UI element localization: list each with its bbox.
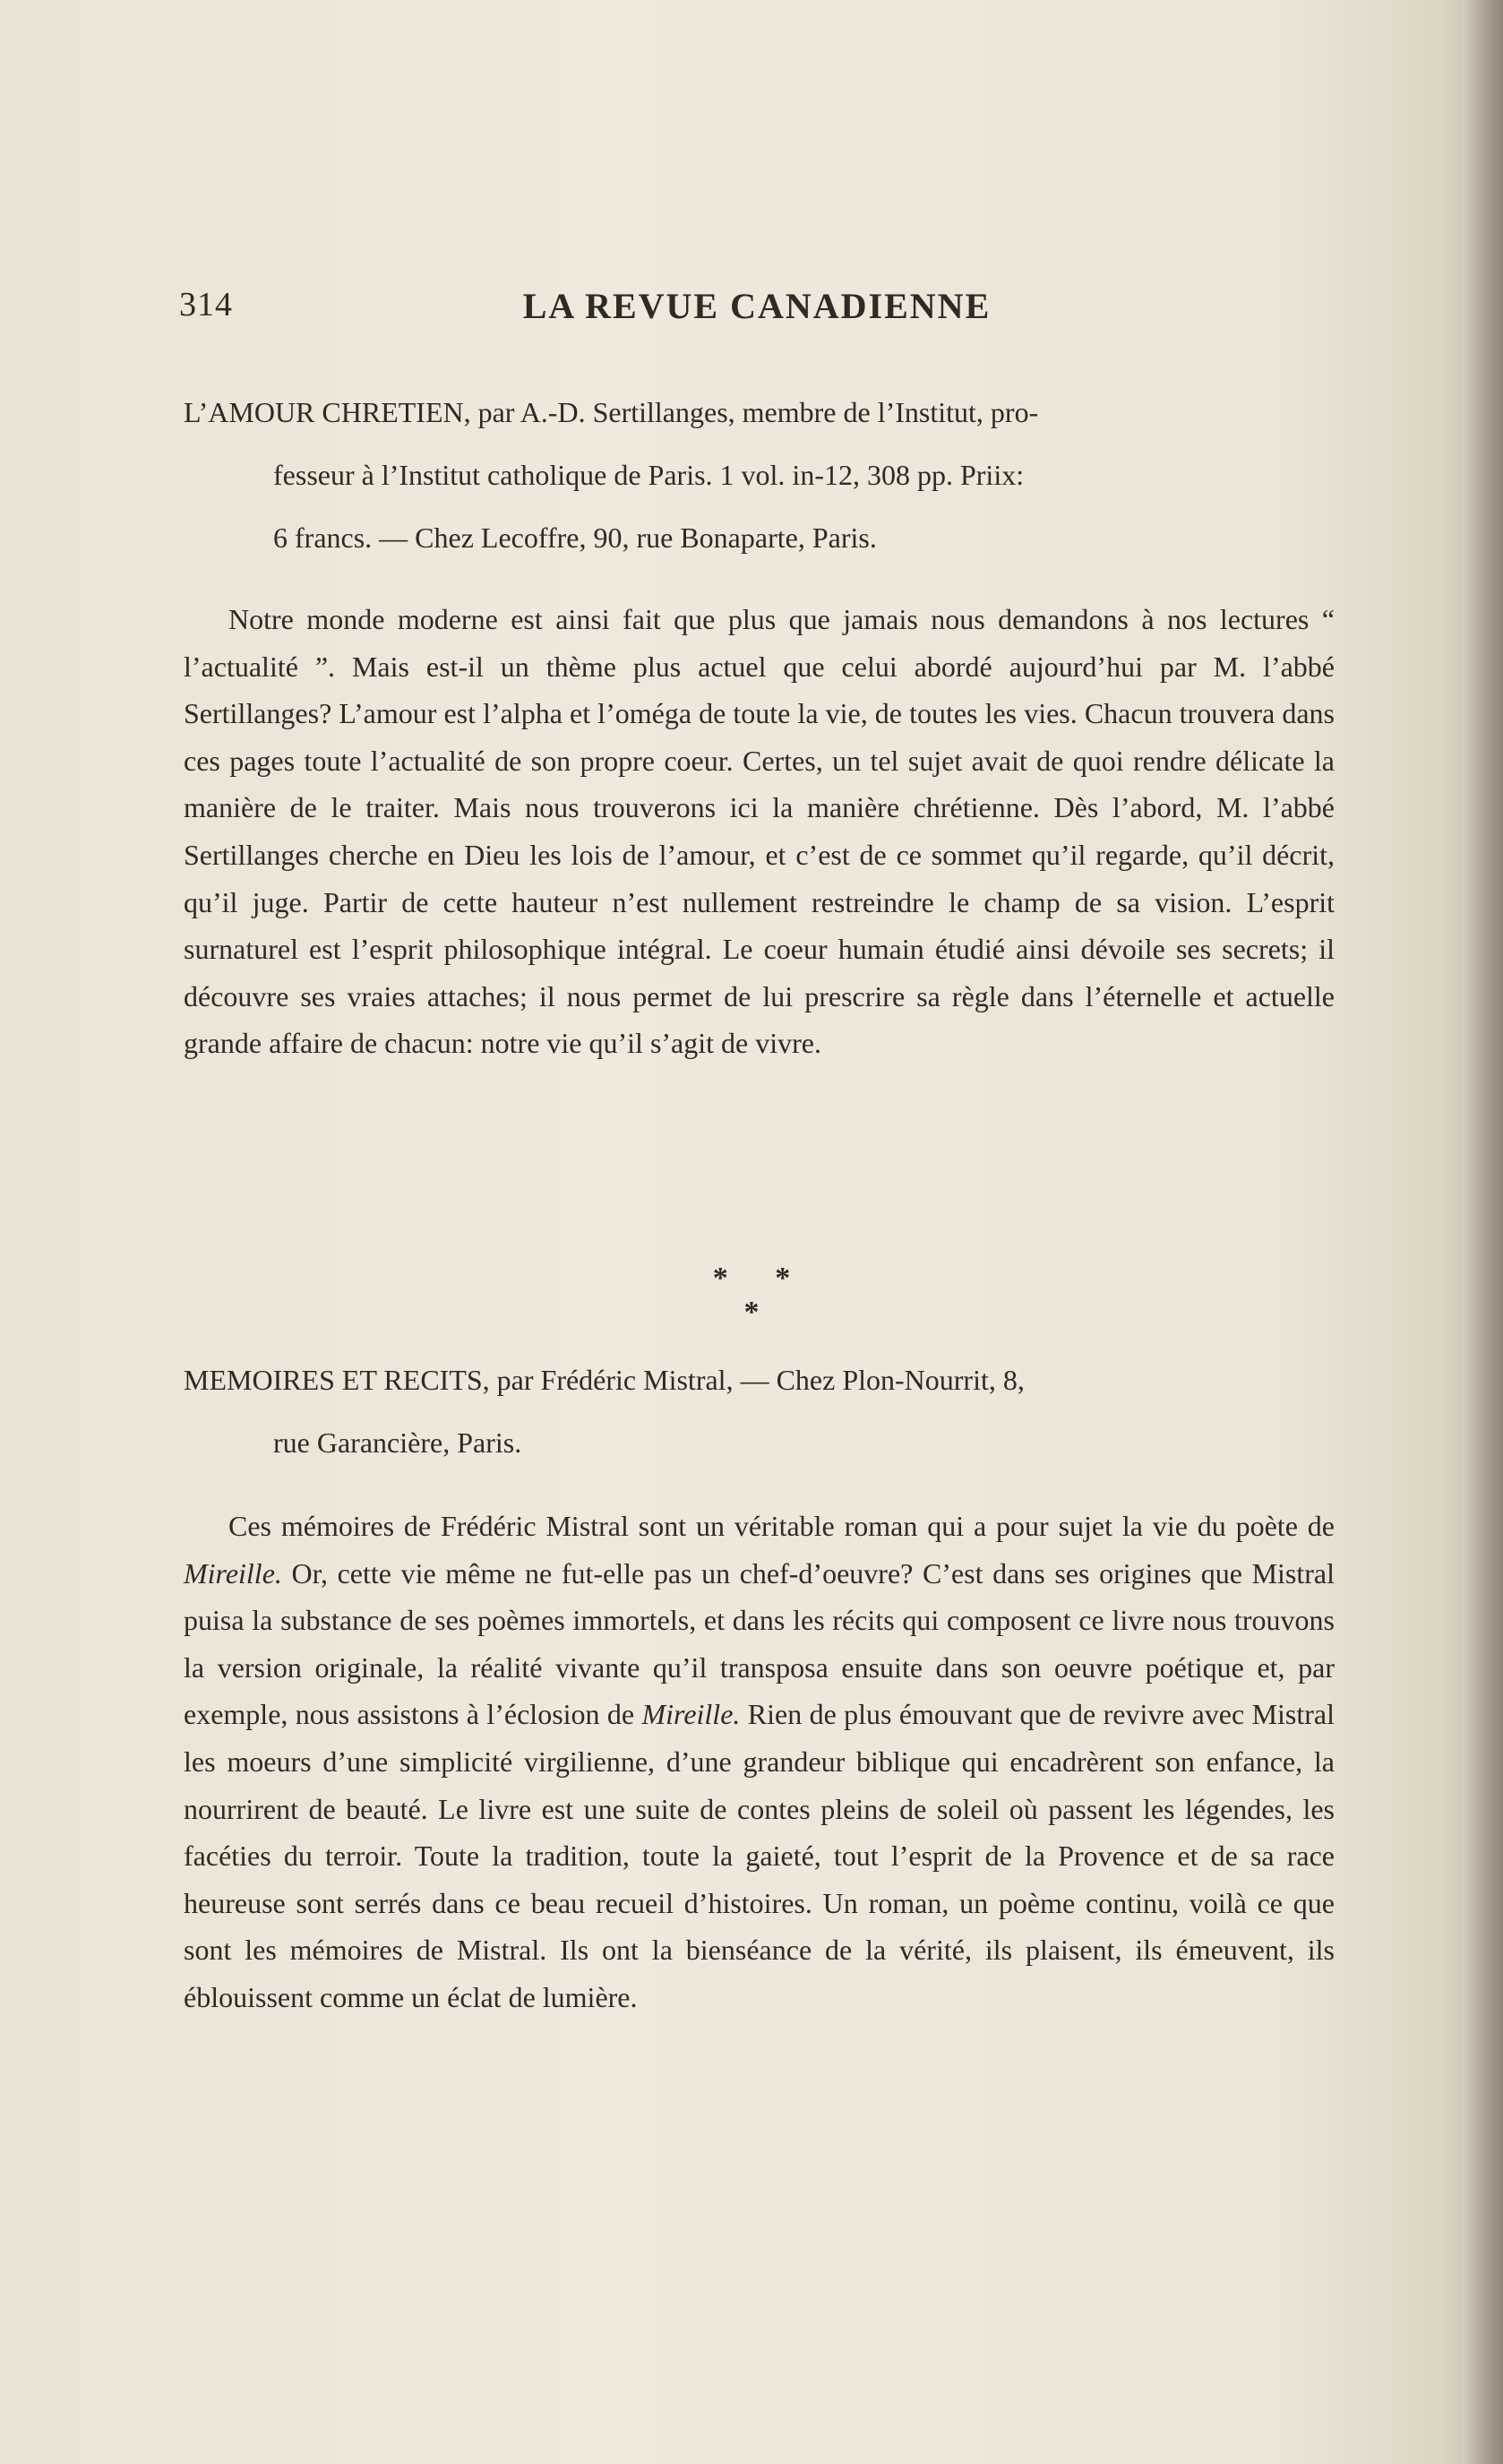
review1-paragraph: Notre monde moderne est ainsi fait que plus que jamais nous demandons à nos lectures “ l’actualité ”. Mais est-il un thème plus actuel que celui abordé aujourd’hui par M. l’abbé Sertillanges? L’amour est l’alpha et l’oméga de toute la vie, de toutes les vies. Chacun trouvera dans ces pages toute l’actualité de son propre coeur. Certes, un tel sujet avait de quoi rendre délicate la manière de le traiter. Mais nous trouverons ici la manière chrétienne. Dès l’abord, M. l’abbé Sertillanges cherche en Dieu les lois de l’amour, et c’est de ce sommet qu’il regarde, qu’il décrit, qu’il juge. Partir de cette hauteur n’est nullement restreindre le champ de sa vision. L’esprit surnaturel est l’esprit philosophique intégral. Le coeur humain étudié ainsi dévoile ses secrets; il découvre ses vraies attaches; il nous permet de lui prescrire sa règle dans l’éternelle et actuelle grande affaire de chacun: notre vie qu’il s’agit de vivre. [184, 603, 1335, 1060]
review2-italic-title-1: Mireille. [184, 1556, 282, 1590]
review1-heading-line3: 6 francs. — Chez Lecoffre, 90, rue Bonaparte, Paris. [273, 521, 877, 554]
review2-text-part2: Or, cette vie même ne fut-elle pas un chef-d’oeuvre? C’est dans ses origines que Mistral puisa la substance de ses poèmes immortels, et dans les récits qui composent ce livre nous trouvons la version originale, la réalité vivante qu’il transposa ensuite dans son oeuvre poétique et, par exemple, nous assistons à l’éclosion de [184, 1556, 1335, 1731]
review2-heading-line2: rue Garancière, Paris. [273, 1426, 522, 1459]
review1-heading-line2: fesseur à l’Institut catholique de Paris. 1 vol. in-12, 308 pp. Priix: [273, 459, 1025, 491]
book-spine-shadow [1462, 0, 1503, 2464]
section-separator: * * * [712, 1262, 811, 1329]
review1-body [184, 596, 1335, 1067]
page-number: 314 [179, 286, 233, 323]
review2-heading-line1: MEMOIRES ET RECITS, par Frédéric Mistral, — Chez Plon-Nourrit, 8, [184, 1364, 1025, 1396]
review2-heading [184, 1348, 1335, 1474]
page-header [179, 285, 1335, 330]
review2-text-part1: Ces mémoires de Frédéric Mistral sont un véritable roman qui a pour sujet la vie du poète de [228, 1510, 1335, 1542]
review1-heading-line1: L’AMOUR CHRETIEN, par A.-D. Sertillanges, membre de l’Institut, pro- [184, 396, 1039, 428]
running-title: LA REVUE CANADIENNE [522, 286, 992, 326]
review2-body [184, 1503, 1335, 2021]
review2-italic-title-2: Mireille. [641, 1698, 741, 1731]
review2-text-part3: Rien de plus émouvant que de revivre avec Mistral les moeurs d’une simplicité virgilienne, d’une grandeur biblique qui encadrèrent son enfance, la nourrirent de beauté. Le livre est une suite de contes pleins de soleil où passent les légendes, les facéties du terroir. Toute la tradition, toute la gaieté, tout l’esprit de la Provence et de sa race heureuse sont serrés dans ce beau recueil d’histoires. Un roman, un poème continu, voilà ce que sont les mémoires de Mistral. Ils ont la bienséance de la vérité, ils plaisent, ils émeuvent, ils éblouissent comme un éclat de lumière. [184, 1698, 1336, 2013]
review1-heading [184, 381, 1335, 569]
review2-paragraph [184, 1503, 1335, 2021]
